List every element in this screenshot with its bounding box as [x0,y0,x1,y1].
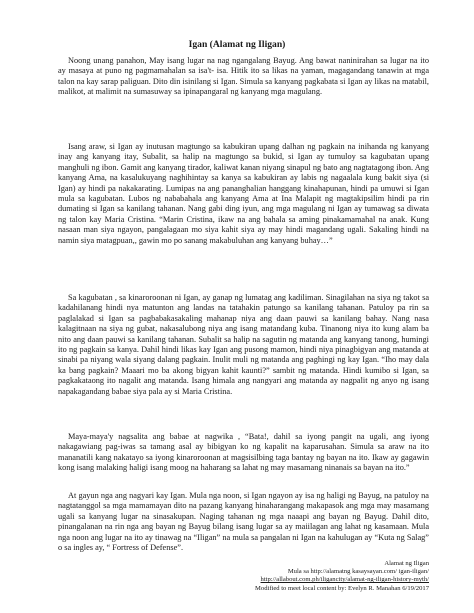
paragraph-1: Noong unang panahon, May isang lugar na nag ngangalang Bayug. Ang bawat naninirahan sa lugar na ito ay masaya at puno ng pagmamahalan sa isa't- isa. Hitik ito sa likas na yaman, magagandang tanawin at mga talon na kay sarap paliguan. Dito din isinilang si Igan. Simula sa kanyang pagkabata si Igan ay likas na matabil, malikot, at malimit na sumasuway sa ipinapangaral ng kanyang mga magulang. [58,56,429,97]
paragraph-2: Isang araw, si Igan ay inutusan magtungo sa kabukiran upang dalhan ng pagkain na inihanda ng kanyang inay ang kanyang itay, Subalit, sa halip na magtungo sa bukid, si Igan ay tumuloy sa kagubatan upang manghuli ng ibon. Gamit ang kanyang tirador, kaliwat kanan niyang sinapul ng bato ang nagtatagong ibon. Ang kanyang Ama, na kasalukuyang naghihintay sa kanya sa kabukiran ay labis ng nagaalala kung bakit siya (si Igan) ay hindi pa nakakarating. Lumipas na ang pananghalian hanggang kinahapunan, hindi pa umuwi si Igan mula sa kagubatan. Lubos ng nababahala ang kanyang Ama at Ina Malapit ng magtakipsilim hindi pa rin dumating si Igan sa kanilang tahanan. Nang gabi ding iyun, ang mga magulang ni Igan ay tumawag sa diwata ng talon kay Maria Cristina. “Marin Cristina, ikaw na ang bahala sa aming pinakamamahal na anak. Kung nasaan man siya ngayon, pangalagaan mo siya kahit siya ay may hindi magandang ugali. Sakaling hindi na namin siya matagpuan,, gawin mo po sanang makabuluhan ang kanyang buhay…” [58,142,429,245]
attribution-label: Alamat ng Iligan [384,560,429,567]
paragraph-3: Sa kagubatan , sa kinaroroonan ni Igan, ay ganap ng lumatag ang kadiliman. Sinagilahan na siya ng takot sa kadahilanang hindi nya matunton ang landas na tatahakin patungo sa kanilang tahanan. Patuloy pa rin sa paglalakad si Igan sa pagbabakasakaling mahanap niya ang daan pauwi sa kanilang bahay. Nang nasa kalagitnaan na siya ng gubat, nakasalubong niya ang isang matandang kuba. Tinanong niya ito kung alam ba nito ang daan pauwi sa kanilang tahanan. Subalit sa halip na sagutin ng matanda ang kanyang tanong, humingi ito ng pagkain sa kanya. Dahil hindi likas kay Igan ang pusong mamon, hindi niya pinagbigyan ang matanda at sinabi pa niyang wala siyang dalang pagkain. Inulit muli ng matanda ang paghingi ng kay Igan. “Iho may dala ka bang pagkain? Maaari mo ba akong bigyan kahit kaunti?” sambit ng matanda. Hindi kumibo si Igan, sa pagkakataong ito nagalit ang matanda. Isang himala ang nangyari ang matanda ay nagpalit ng anyo ng isang napakagandang babae siya pala ay si Maria Cristina. [58,293,429,396]
attribution-source: Mula sa http://alamatng kasaysayan.com/ igan-iligan/ [287,568,429,576]
document-title: Igan (Alamat ng Iligan) [188,39,286,50]
attribution-modified: Modified to meet local content by: Evelyn R. Manahan 6/19/2017 [255,584,429,592]
paragraph-5: At gayun nga ang nagyari kay Igan. Mula nga noon, si Igan ngayon ay isa ng haligi ng Bayug, na patuloy na nagtatanggol sa mga mamamayan dito na pazang kanyang hinaharangang makapasok ang mga may masamang ugali sa kanyang lugar na sinasakupan. Naging tahanan ng mga naaapi ang bayan ng Bayug. Dahil dito, pinangalanan na rin nga ang bayan ng Bayug bilang isang lugar sa ay maiilagan ang lahat ng kasamaan. Mula nga noon ang lugar na ito ay tinawag na “Iligan” na mula sa pangalan ni Igan na kahulugan ay “Kuta ng Salag” o sa ingles ay, “ Fortress of Defense”. [58,491,429,553]
paragraph-4: Maya-maya'y nagsalita ang babae at nagwika , “Bata!, dahil sa iyong pangit na ugali, ang iyong nakagawiang pag-iwas sa tamang asal ay bibigyan ko ng kapalit na kaparusahan. Simula sa araw na ito mananatili kang nakatayo sa iyong kinaroroonan at magsisilbing taga bantay ng bayan na ito. Ikaw ay gagawin kong isang malaking haligi isang moog na haharang sa lahat ng may masamang ninanais sa bayan na ito.” [58,432,429,473]
attribution-link[interactable]: http://allabout.com.ph/iligancity/alamat-ng-iligan-history-myth/ [260,576,429,584]
attribution-block [255,560,429,593]
